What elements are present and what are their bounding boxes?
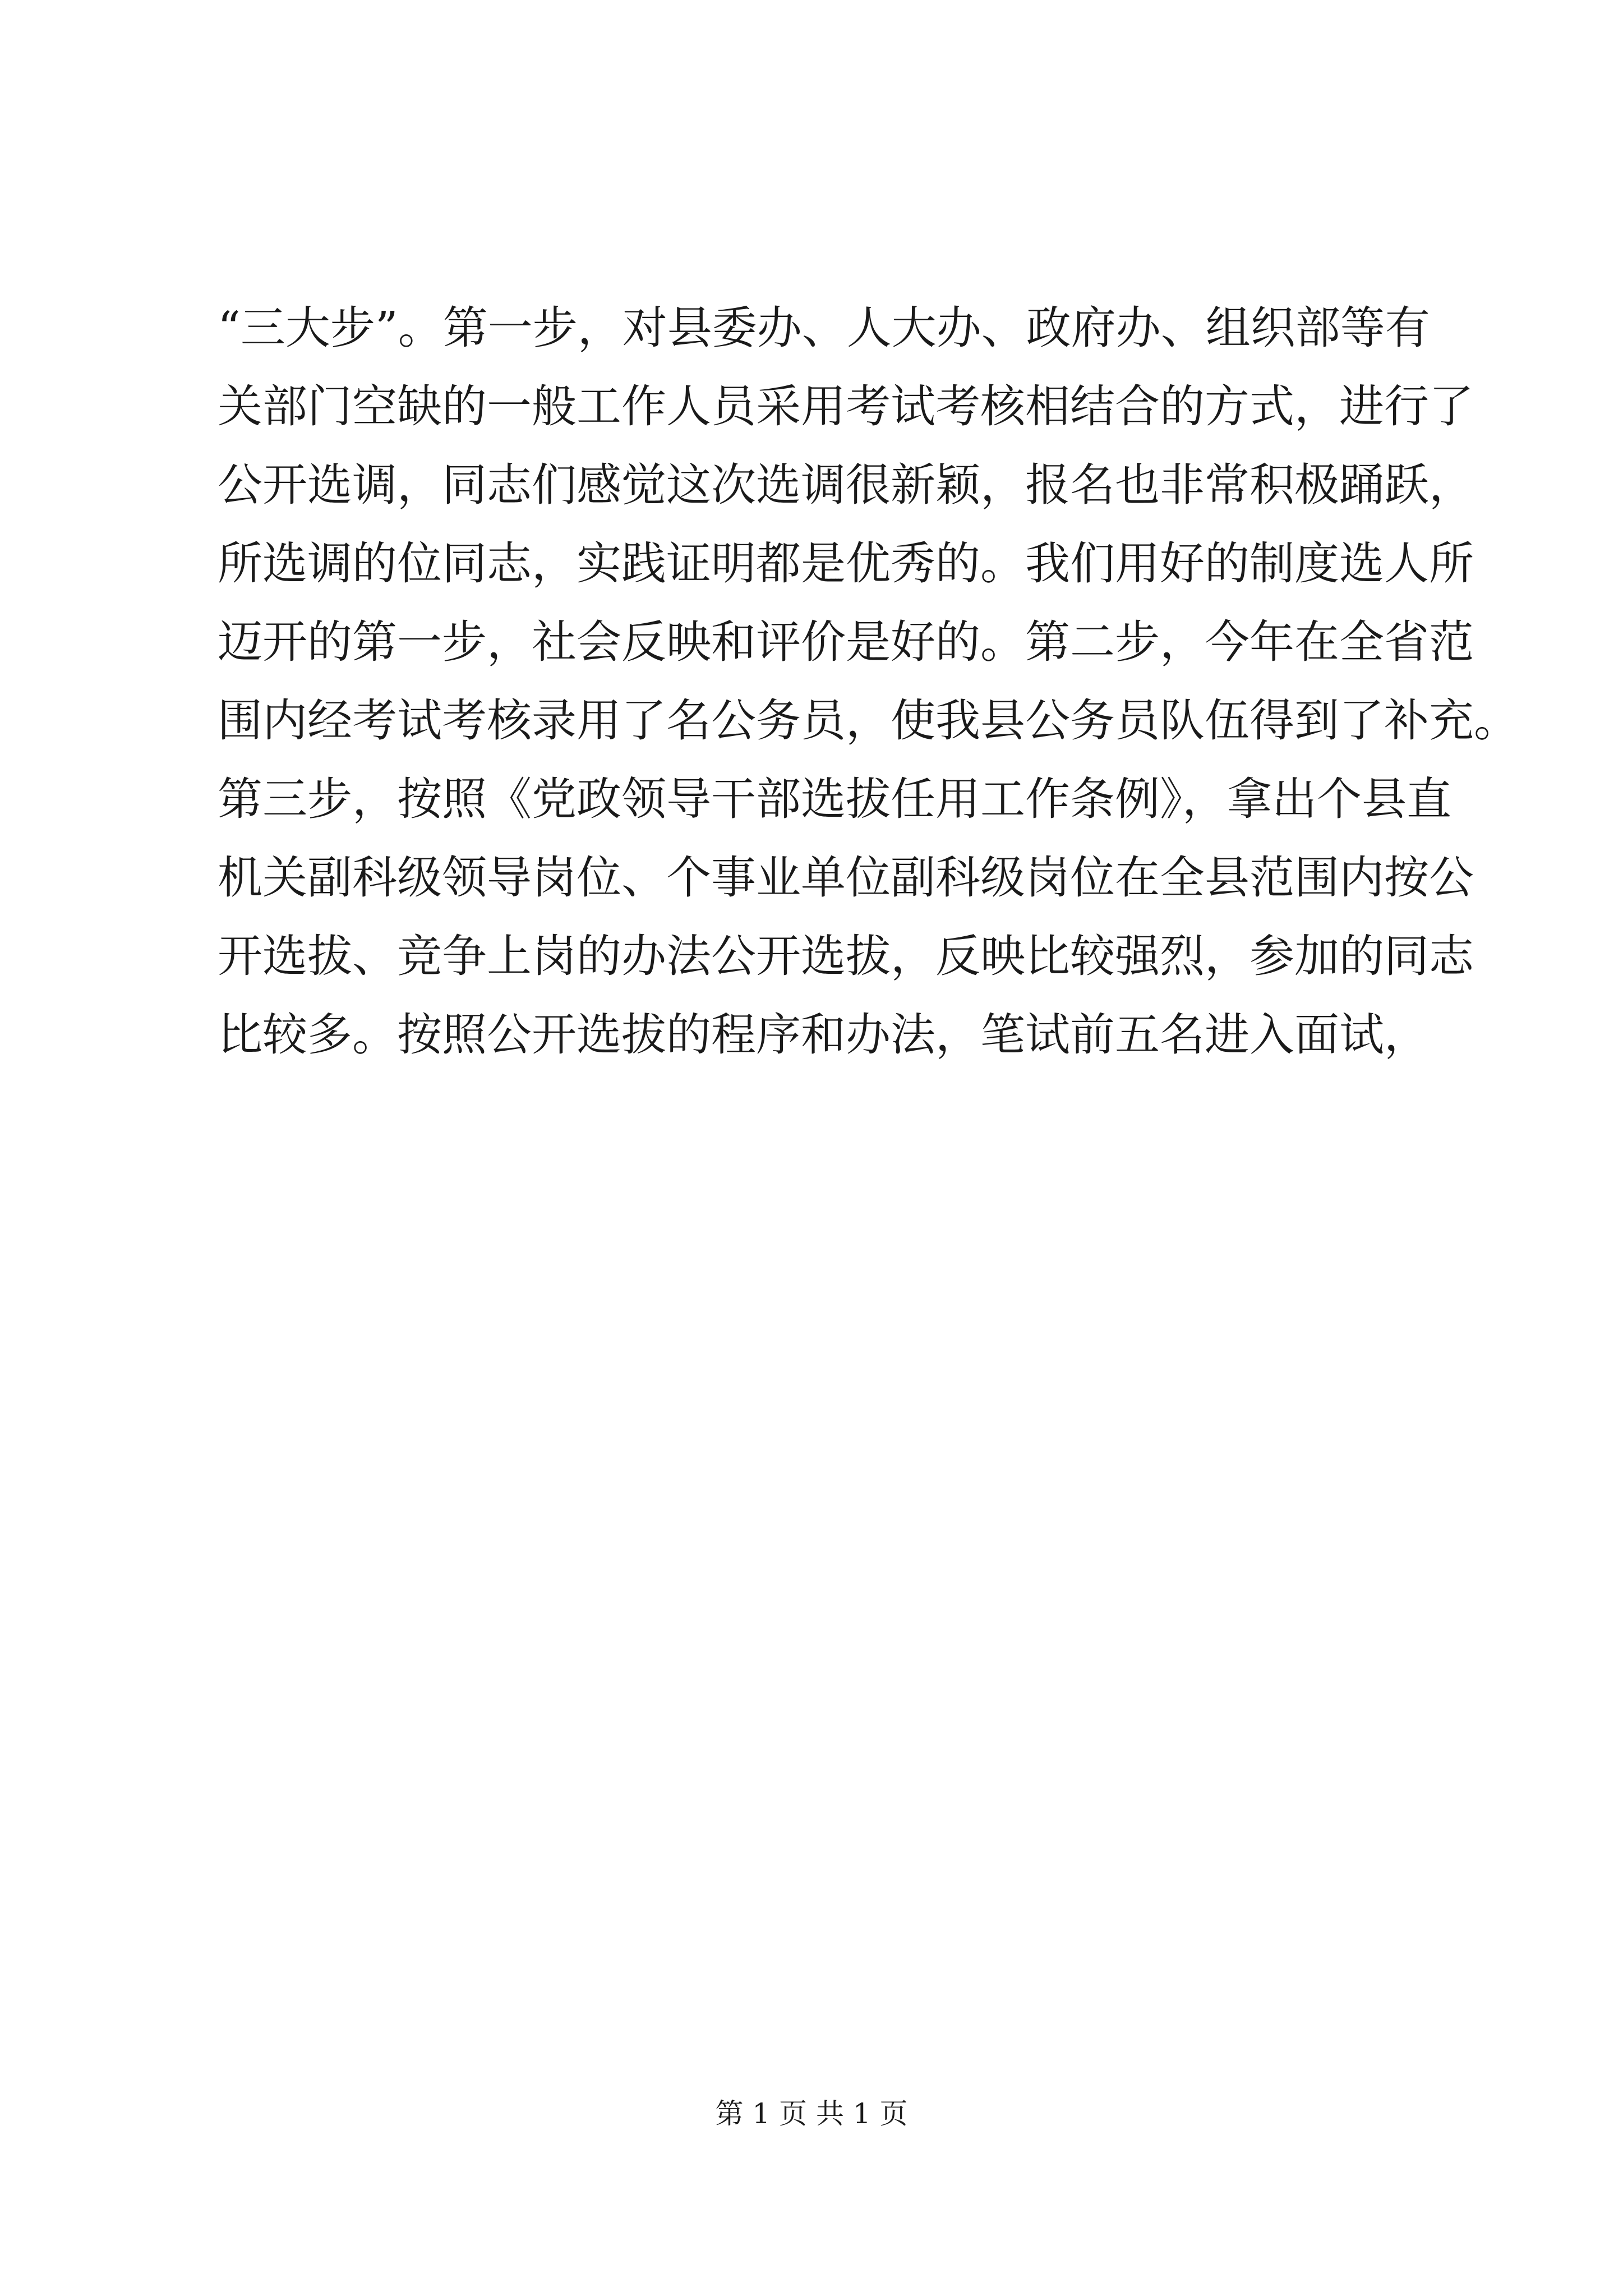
text-line: 公开选调，同志们感觉这次选调很新颖，报名也非常积极踊跃， (218, 459, 1474, 511)
text-line: “三大步”。第一步，对县委办、人大办、政府办、组织部等有 (218, 302, 1430, 354)
page-number: 第 1 页 共 1 页 (715, 2097, 908, 2130)
page-footer (0, 2097, 1623, 2131)
text-line: 关部门空缺的一般工作人员采用考试考核相结合的方式，进行了 (218, 380, 1474, 432)
text-line: 开选拔、竞争上岗的办法公开选拔，反映比较强烈，参加的同志 (218, 930, 1474, 982)
body-paragraph (218, 289, 1519, 1074)
text-line: 所选调的位同志，实践证明都是优秀的。我们用好的制度选人所 (218, 537, 1474, 590)
text-line: 第三步，按照《党政领导干部选拔任用工作条例》，拿出个县直 (218, 773, 1451, 825)
text-line: 机关副科级领导岗位、个事业单位副科级岗位在全县范围内按公 (218, 852, 1474, 904)
text-line: 迈开的第一步，社会反映和评价是好的。第二步，今年在全省范 (218, 616, 1474, 668)
text-line: 围内经考试考核录用了名公务员，使我县公务员队伍得到了补充。 (218, 694, 1519, 747)
text-line: 比较多。按照公开选拔的程序和办法，笔试前五名进入面试， (218, 1009, 1429, 1061)
